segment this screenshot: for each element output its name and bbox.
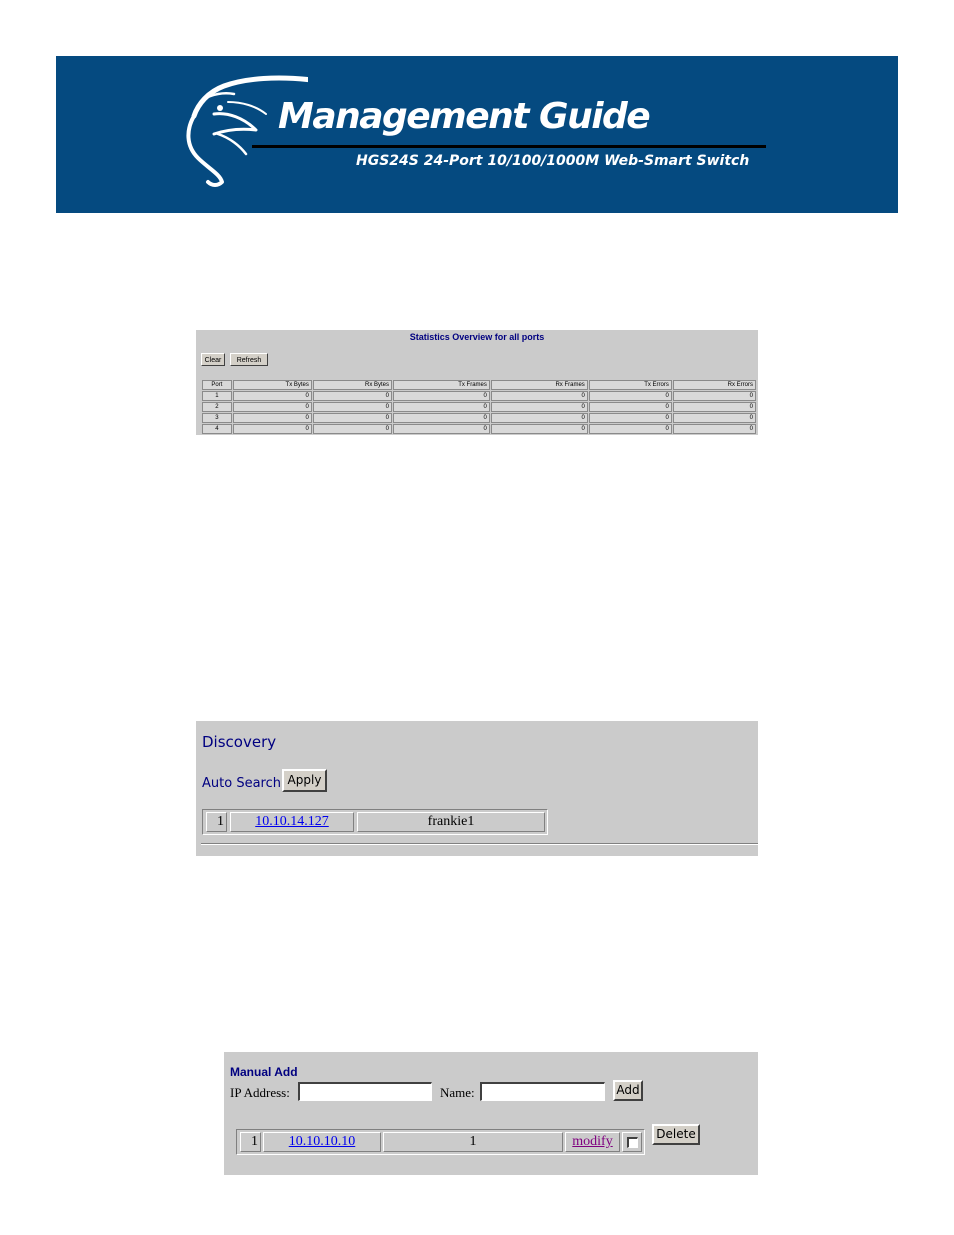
manual-add-title: Manual Add [230,1065,298,1079]
cell-port: 2 [202,402,232,412]
discovery-panel [196,721,758,856]
cell-tx-errors: 0 [589,413,672,423]
entry-name: 1 [383,1132,563,1152]
name-input[interactable] [480,1082,605,1101]
cell-tx-errors: 0 [589,391,672,401]
guide-title: Management Guide [278,96,650,137]
cell-rx-frames: 0 [491,413,588,423]
table-row [202,402,756,412]
apply-button[interactable]: Apply [282,769,327,792]
ip-address-label: IP Address: [230,1085,290,1100]
table-row [202,413,756,423]
cell-rx-bytes: 0 [313,413,392,423]
clear-button[interactable]: Clear [201,353,225,366]
cell-tx-bytes: 0 [233,424,312,434]
refresh-button[interactable]: Refresh [230,353,268,366]
cell-rx-errors: 0 [673,424,756,434]
entry-ip-link[interactable]: 10.10.10.10 [288,1134,356,1149]
cell-rx-frames: 0 [491,402,588,412]
cell-tx-bytes: 0 [233,391,312,401]
cell-tx-bytes: 0 [233,413,312,423]
column-header-rx-frames: Rx Frames [491,380,588,390]
cell-port: 3 [202,413,232,423]
manual-add-panel [224,1052,758,1175]
table-header-row [202,380,756,390]
discovery-title: Discovery [202,733,277,751]
column-header-tx-errors: Tx Errors [589,380,672,390]
column-header-rx-errors: Rx Errors [673,380,756,390]
title-divider [252,145,766,148]
cell-tx-frames: 0 [393,402,490,412]
header-banner [56,56,898,213]
table-row [202,424,756,434]
cell-port: 1 [202,391,232,401]
cell-tx-frames: 0 [393,391,490,401]
name-label: Name: [440,1085,475,1100]
ip-address-input[interactable] [298,1082,432,1101]
statistics-title: Statistics Overview for all ports [409,332,545,342]
discovery-divider [201,843,758,845]
cell-rx-errors: 0 [673,402,756,412]
entry-ip-cell [263,1132,381,1152]
cell-rx-bytes: 0 [313,424,392,434]
cell-rx-frames: 0 [491,391,588,401]
entry-modify-cell [565,1132,620,1152]
modify-link[interactable]: modify [572,1134,613,1149]
product-subtitle: HGS24S 24-Port 10/100/1000M Web-Smart Switch [356,153,750,169]
entry-select-cell [622,1132,642,1152]
column-header-tx-bytes: Tx Bytes [233,380,312,390]
column-header-port: Port [202,380,232,390]
cell-rx-frames: 0 [491,424,588,434]
manual-entry-row [236,1129,645,1155]
column-header-rx-bytes: Rx Bytes [313,380,392,390]
result-ip-link[interactable]: 10.10.14.127 [255,814,329,829]
cell-port: 4 [202,424,232,434]
table-row [202,391,756,401]
cell-tx-errors: 0 [589,402,672,412]
cell-tx-frames: 0 [393,413,490,423]
delete-button[interactable]: Delete [652,1124,700,1145]
cell-rx-bytes: 0 [313,391,392,401]
cell-rx-errors: 0 [673,413,756,423]
result-ip-cell [230,812,354,832]
entry-checkbox[interactable] [627,1137,638,1148]
result-name: frankie1 [357,812,545,832]
cell-rx-errors: 0 [673,391,756,401]
cell-tx-frames: 0 [393,424,490,434]
statistics-panel [196,330,758,435]
add-button[interactable]: Add [613,1080,643,1101]
entry-index: 1 [240,1132,261,1152]
discovery-result-row [202,809,548,835]
cell-tx-bytes: 0 [233,402,312,412]
result-index: 1 [206,812,227,832]
cell-rx-bytes: 0 [313,402,392,412]
auto-search-label: Auto Search [202,776,281,791]
statistics-table [201,379,757,435]
cell-tx-errors: 0 [589,424,672,434]
column-header-tx-frames: Tx Frames [393,380,490,390]
